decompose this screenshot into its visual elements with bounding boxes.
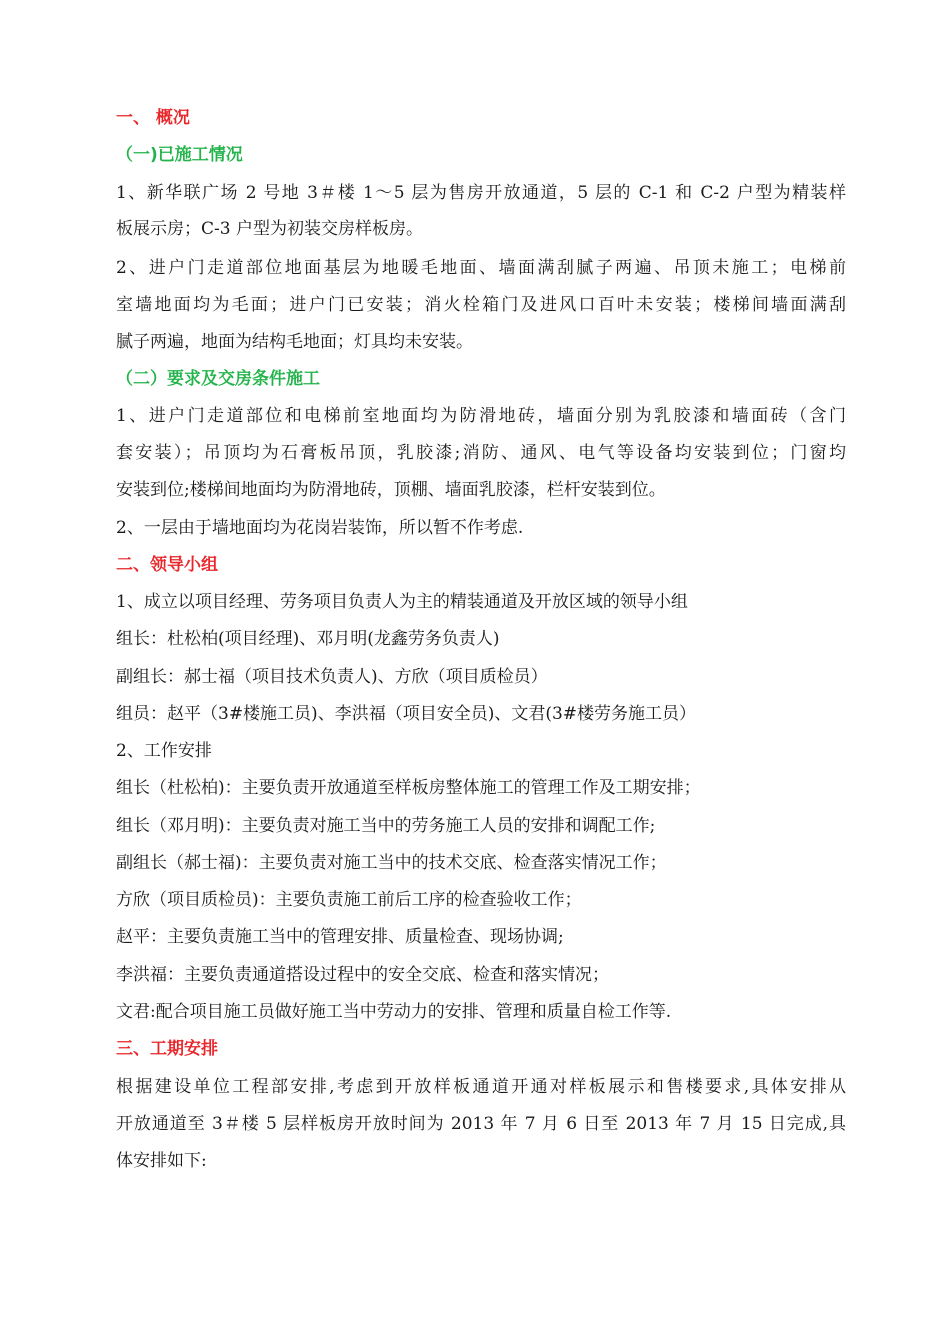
paragraph-line: 室墙地面均为毛面；进户门已安装；消火栓箱门及进风口百叶未安装；楼梯间墙面满刮: [116, 295, 846, 315]
paragraph-line: 副组长（郝士福)：主要负责对施工当中的技术交底、检查落实情况工作；: [116, 853, 667, 873]
paragraph-line: 2、一层由于墙地面均为花岗岩装饰，所以暂不作考虑.: [116, 518, 524, 538]
section-2-heading: 二、领导小组: [116, 555, 218, 575]
section-1-heading: 一、 概况: [116, 108, 190, 128]
paragraph-line: 安装到位;楼梯间地面均为防滑地砖，顶棚、墙面乳胶漆，栏杆安装到位。: [116, 480, 666, 500]
paragraph-line: 根据建设单位工程部安排,考虑到开放样板通道开通对样板展示和售楼要求,具体安排从: [116, 1077, 846, 1097]
paragraph-line: 组员：赵平（3#楼施工员)、李洪福（项目安全员)、文君(3#楼劳务施工员）: [116, 704, 697, 724]
paragraph-line: 板展示房；C-3 户型为初装交房样板房。: [116, 219, 423, 239]
paragraph-line: 1、成立以项目经理、劳务项目负责人为主的精装通道及开放区域的领导小组: [116, 592, 688, 612]
paragraph-line: 李洪福：主要负责通道搭设过程中的安全交底、检查和落实情况；: [116, 965, 609, 985]
paragraph-line: 套安装）；吊顶均为石膏板吊顶，乳胶漆;消防、通风、电气等设备均安装到位；门窗均: [116, 443, 846, 463]
subsection-2-heading: （二）要求及交房条件施工: [116, 369, 320, 389]
paragraph-line: 组长（邓月明)：主要负责对施工当中的劳务施工人员的安排和调配工作;: [116, 816, 656, 836]
paragraph-line: 开放通道至 3＃楼 5 层样板房开放时间为 2013 年 7 月 6 日至 2013 年 7 月 15 日完成,具: [116, 1114, 846, 1134]
paragraph-line: 组长（杜松柏)：主要负责开放通道至样板房整体施工的管理工作及工期安排；: [116, 778, 701, 798]
paragraph-line: 组长：杜松柏(项目经理)、邓月明(龙鑫劳务负责人): [116, 629, 500, 649]
paragraph-line: 2、工作安排: [116, 741, 212, 761]
paragraph-line: 文君:配合项目施工员做好施工当中劳动力的安排、管理和质量自检工作等.: [116, 1002, 672, 1022]
paragraph-line: 方欣（项目质检员)：主要负责施工前后工序的检查验收工作；: [116, 890, 582, 910]
paragraph-line: 副组长：郝士福（项目技术负责人)、方欣（项目质检员）: [116, 667, 548, 687]
section-3-heading: 三、工期安排: [116, 1039, 218, 1059]
paragraph-line: 1、新华联广场 2 号地 3＃楼 1～5 层为售房开放通道，5 层的 C-1 和 C-2 户型为精装样: [116, 183, 846, 203]
paragraph-line: 腻子两遍，地面为结构毛地面；灯具均未安装。: [116, 332, 473, 352]
paragraph-line: 2、进户门走道部位地面基层为地暖毛地面、墙面满刮腻子两遍、吊顶未施工；电梯前: [116, 258, 846, 278]
paragraph-line: 赵平：主要负责施工当中的管理安排、质量检查、现场协调;: [116, 927, 564, 947]
paragraph-line: 体安排如下:: [116, 1151, 207, 1171]
subsection-1-heading: （一)已施工情况: [116, 145, 243, 165]
paragraph-line: 1、进户门走道部位和电梯前室地面均为防滑地砖，墙面分别为乳胶漆和墙面砖（含门: [116, 406, 846, 426]
